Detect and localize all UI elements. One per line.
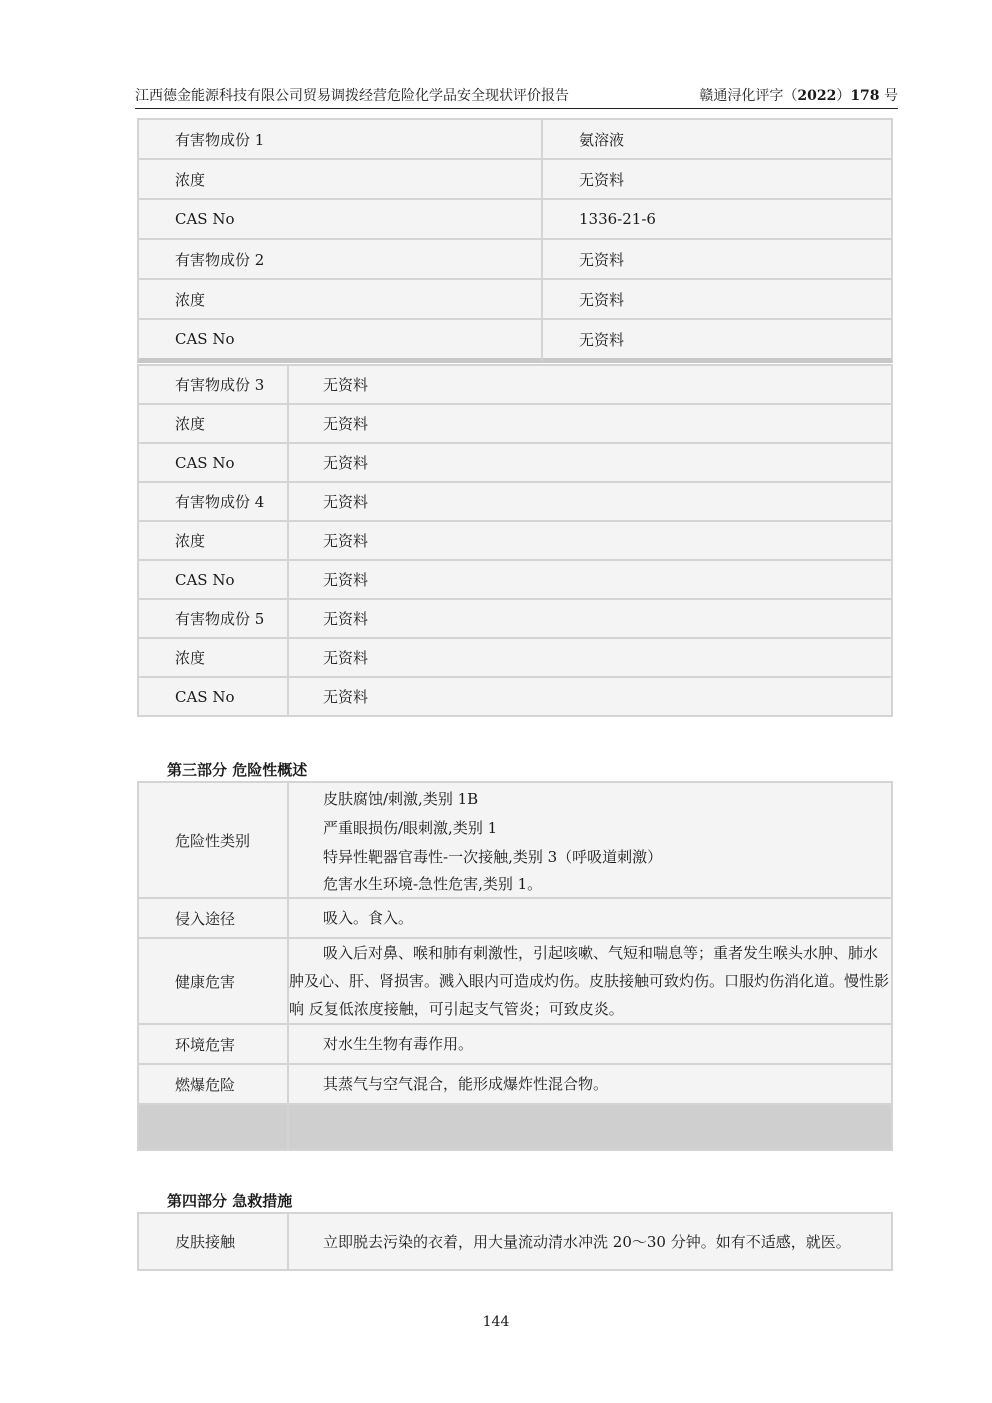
first-aid-table	[137, 1212, 893, 1271]
row-label: 有害物成份 2	[137, 240, 543, 280]
row-label: 有害物成份 5	[137, 600, 289, 639]
row-value: 无资料	[289, 364, 893, 405]
row-label: CAS No	[137, 320, 543, 363]
row-value: 无资料	[289, 444, 893, 483]
row-value: 无资料	[543, 160, 893, 200]
table-row	[137, 899, 893, 939]
table-row	[137, 444, 893, 483]
row-value: 无资料	[289, 483, 893, 522]
row-value: 无资料	[289, 639, 893, 678]
table-row	[137, 364, 893, 405]
page-number: 144	[482, 1314, 510, 1330]
composition-table-bottom	[137, 364, 893, 717]
hazard-class-label: 危险性类别	[137, 781, 289, 899]
table-row	[137, 561, 893, 600]
row-label: 浓度	[137, 280, 543, 320]
row-value: 无资料	[543, 280, 893, 320]
table-row	[137, 522, 893, 561]
row-label: CAS No	[137, 561, 289, 600]
row-value: 无资料	[289, 600, 893, 639]
row-value: 无资料	[289, 405, 893, 444]
table-row	[137, 483, 893, 522]
row-label: CAS No	[137, 678, 289, 717]
table-row	[137, 639, 893, 678]
route-label: 侵入途径	[137, 899, 289, 939]
hazard-class-line: 特异性靶器官毒性-一次接触,类别 3（呼吸道刺激）	[323, 847, 663, 866]
table-row	[137, 600, 893, 639]
table-row	[137, 240, 893, 280]
hazard-class-line: 严重眼损伤/眼刺激,类别 1	[323, 818, 498, 837]
route-value: 吸入。食入。	[289, 899, 893, 939]
row-value: 无资料	[543, 240, 893, 280]
row-label: 有害物成份 4	[137, 483, 289, 522]
hazard-overview-table	[137, 781, 893, 1151]
hazard-class-value	[289, 781, 893, 899]
row-label: CAS No	[137, 200, 543, 240]
table-row	[137, 118, 893, 160]
composition-table-top	[137, 118, 893, 363]
skin-contact-value: 立即脱去污染的衣着，用大量流动清水冲洗 20～30 分钟。如有不适感，就医。	[289, 1212, 893, 1271]
row-value: 氨溶液	[543, 118, 893, 160]
section-3-title: 第三部分 危险性概述	[167, 761, 308, 779]
table-row-empty	[137, 1105, 893, 1151]
row-value: 无资料	[289, 522, 893, 561]
table-row	[137, 1212, 893, 1271]
row-label: 有害物成份 3	[137, 364, 289, 405]
hazard-class-line: 危害水生环境-急性危害,类别 1。	[323, 874, 543, 893]
table-row	[137, 1025, 893, 1065]
fire-value: 其蒸气与空气混合，能形成爆炸性混合物。	[289, 1065, 893, 1105]
empty-cell	[289, 1105, 893, 1151]
report-title: 江西德金能源科技有限公司贸易调拨经营危险化学品安全现状评价报告	[135, 88, 569, 104]
row-label: 浓度	[137, 639, 289, 678]
report-number: 赣通浔化评字（2022）178 号	[699, 88, 898, 104]
row-label: 浓度	[137, 522, 289, 561]
health-value: 吸入后对鼻、喉和肺有刺激性，引起咳嗽、气短和喘息等；重者发生喉头水肿、肺水肿及心、肝、肾损害。溅入眼内可造成灼伤。皮肤接触可致灼伤。口服灼伤消化道。慢性影响 反复低浓度接触，可引起支气管炎；可致皮炎。	[289, 939, 893, 1025]
table-row	[137, 320, 893, 363]
row-value: 1336-21-6	[543, 200, 893, 240]
table-row	[137, 781, 893, 899]
row-value: 无资料	[289, 678, 893, 717]
empty-cell	[137, 1105, 289, 1151]
hazard-class-line: 皮肤腐蚀/刺激,类别 1B	[323, 789, 479, 808]
table-row	[137, 1065, 893, 1105]
table-row	[137, 280, 893, 320]
fire-label: 燃爆危险	[137, 1065, 289, 1105]
page-header	[135, 86, 898, 109]
health-label: 健康危害	[137, 939, 289, 1025]
table-row	[137, 405, 893, 444]
table-row	[137, 939, 893, 1025]
table-row	[137, 678, 893, 717]
table-row	[137, 160, 893, 200]
env-value: 对水生生物有毒作用。	[289, 1025, 893, 1065]
table-row	[137, 200, 893, 240]
row-value: 无资料	[289, 561, 893, 600]
skin-contact-label: 皮肤接触	[137, 1212, 289, 1271]
row-value: 无资料	[543, 320, 893, 363]
env-label: 环境危害	[137, 1025, 289, 1065]
row-label: 浓度	[137, 405, 289, 444]
section-4-title: 第四部分 急救措施	[167, 1192, 293, 1210]
row-label: 有害物成份 1	[137, 118, 543, 160]
row-label: 浓度	[137, 160, 543, 200]
row-label: CAS No	[137, 444, 289, 483]
